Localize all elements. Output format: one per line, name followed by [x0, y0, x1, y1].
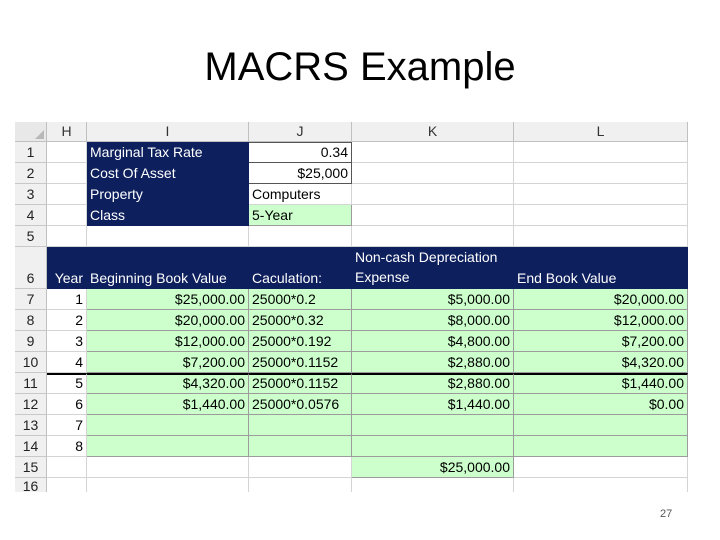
column-header-h[interactable]: H [47, 122, 87, 142]
row-header[interactable]: 14 [15, 436, 47, 457]
input-label-cost-of-asset[interactable]: Cost Of Asset [87, 163, 249, 184]
table-cell-calculation[interactable] [249, 436, 352, 457]
row-header[interactable]: 4 [15, 205, 47, 226]
row-header[interactable]: 9 [15, 331, 47, 352]
cell[interactable] [514, 478, 688, 492]
table-cell-expense[interactable]: $2,880.00 [352, 352, 514, 373]
cell[interactable] [47, 226, 87, 247]
row-header[interactable]: 8 [15, 310, 47, 331]
select-all-corner[interactable] [15, 122, 47, 142]
input-value-cost-of-asset[interactable]: $25,000 [249, 163, 352, 184]
cell[interactable] [87, 457, 249, 478]
table-cell-end[interactable] [514, 415, 688, 436]
table-cell-expense[interactable]: $4,800.00 [352, 331, 514, 352]
table-cell-year[interactable]: 4 [47, 352, 87, 373]
table-cell-end[interactable]: $12,000.00 [514, 310, 688, 331]
input-value-class[interactable]: 5-Year [249, 205, 352, 226]
cell[interactable] [352, 184, 514, 205]
table-cell-expense[interactable]: $1,440.00 [352, 394, 514, 415]
cell[interactable] [352, 478, 514, 492]
column-header-i[interactable]: I [87, 122, 249, 142]
column-header-j[interactable]: J [249, 122, 352, 142]
column-header-l[interactable]: L [514, 122, 688, 142]
spreadsheet [15, 122, 688, 492]
table-cell-calculation[interactable]: 25000*0.2 [249, 289, 352, 310]
table-cell-year[interactable]: 1 [47, 289, 87, 310]
cell[interactable] [514, 184, 688, 205]
table-cell-expense[interactable]: $8,000.00 [352, 310, 514, 331]
cell[interactable] [87, 226, 249, 247]
input-value-property[interactable]: Computers [249, 184, 352, 205]
input-label-class[interactable]: Class [87, 205, 249, 226]
row-header[interactable]: 11 [15, 373, 47, 394]
table-cell-beginning[interactable]: $1,440.00 [87, 394, 249, 415]
total-expense-cell[interactable]: $25,000.00 [352, 457, 514, 478]
row-header[interactable]: 10 [15, 352, 47, 373]
cell[interactable] [352, 205, 514, 226]
table-header-beginning-book-value[interactable]: Beginning Book Value [87, 247, 249, 289]
cell[interactable] [249, 457, 352, 478]
table-header-end-book-value[interactable]: End Book Value [514, 247, 688, 289]
table-cell-year[interactable]: 6 [47, 394, 87, 415]
cell[interactable] [87, 478, 249, 492]
cell[interactable] [352, 163, 514, 184]
input-label-property[interactable]: Property [87, 184, 249, 205]
table-cell-calculation[interactable]: 25000*0.0576 [249, 394, 352, 415]
cell[interactable] [249, 226, 352, 247]
table-cell-beginning[interactable]: $7,200.00 [87, 352, 249, 373]
table-cell-beginning[interactable]: $20,000.00 [87, 310, 249, 331]
table-cell-beginning[interactable]: $25,000.00 [87, 289, 249, 310]
table-header-depreciation-expense-line2: Expense [355, 269, 410, 285]
table-cell-end[interactable]: $20,000.00 [514, 289, 688, 310]
table-cell-expense[interactable]: $2,880.00 [352, 373, 514, 394]
row-header[interactable]: 15 [15, 457, 47, 478]
cell[interactable] [47, 457, 87, 478]
input-label-marginal-tax-rate[interactable]: Marginal Tax Rate [87, 142, 249, 163]
table-cell-expense[interactable]: $5,000.00 [352, 289, 514, 310]
row-header[interactable]: 7 [15, 289, 47, 310]
cell[interactable] [514, 142, 688, 163]
column-header-k[interactable]: K [352, 122, 514, 142]
table-cell-beginning[interactable]: $12,000.00 [87, 331, 249, 352]
cell[interactable] [514, 163, 688, 184]
table-cell-calculation[interactable]: 25000*0.32 [249, 310, 352, 331]
table-cell-end[interactable]: $0.00 [514, 394, 688, 415]
row-header[interactable]: 5 [15, 226, 47, 247]
cell[interactable] [47, 184, 87, 205]
cell[interactable] [47, 142, 87, 163]
cell[interactable] [47, 205, 87, 226]
table-header-calculation[interactable]: Caculation: [249, 247, 352, 289]
spreadsheet-grid [15, 122, 688, 492]
table-header-depreciation-expense[interactable] [352, 247, 514, 289]
table-header-year[interactable]: Year [47, 247, 87, 289]
table-cell-year[interactable]: 8 [47, 436, 87, 457]
table-cell-year[interactable]: 5 [47, 373, 87, 394]
table-cell-beginning[interactable]: $4,320.00 [87, 373, 249, 394]
row-header[interactable]: 13 [15, 415, 47, 436]
row-header[interactable]: 12 [15, 394, 47, 415]
row-header[interactable]: 2 [15, 163, 47, 184]
row-header[interactable]: 3 [15, 184, 47, 205]
page-number: 27 [660, 508, 673, 520]
cell[interactable] [514, 205, 688, 226]
table-cell-calculation[interactable]: 25000*0.192 [249, 331, 352, 352]
input-value-marginal-tax-rate[interactable]: 0.34 [249, 142, 352, 163]
cell[interactable] [47, 163, 87, 184]
table-cell-calculation[interactable]: 25000*0.1152 [249, 352, 352, 373]
cell[interactable] [352, 226, 514, 247]
table-header-depreciation-expense-line1: Non-cash Depreciation [355, 249, 498, 265]
table-cell-beginning[interactable] [87, 436, 249, 457]
row-header[interactable]: 6 [15, 247, 47, 289]
table-cell-year[interactable]: 3 [47, 331, 87, 352]
table-cell-beginning[interactable] [87, 415, 249, 436]
cell[interactable] [514, 226, 688, 247]
table-cell-end[interactable] [514, 436, 688, 457]
row-header[interactable]: 1 [15, 142, 47, 163]
cell[interactable] [514, 457, 688, 478]
table-cell-year[interactable]: 7 [47, 415, 87, 436]
table-cell-end[interactable]: $4,320.00 [514, 352, 688, 373]
table-cell-expense[interactable] [352, 436, 514, 457]
slide-title: MACRS Example [204, 45, 516, 89]
table-cell-end[interactable]: $7,200.00 [514, 331, 688, 352]
table-cell-year[interactable]: 2 [47, 310, 87, 331]
cell[interactable] [249, 478, 352, 492]
table-cell-end[interactable]: $1,440.00 [514, 373, 688, 394]
cell[interactable] [352, 142, 514, 163]
row-header[interactable]: 16 [15, 478, 47, 492]
cell[interactable] [47, 478, 87, 492]
table-cell-calculation[interactable]: 25000*0.1152 [249, 373, 352, 394]
table-cell-calculation[interactable] [249, 415, 352, 436]
table-cell-expense[interactable] [352, 415, 514, 436]
